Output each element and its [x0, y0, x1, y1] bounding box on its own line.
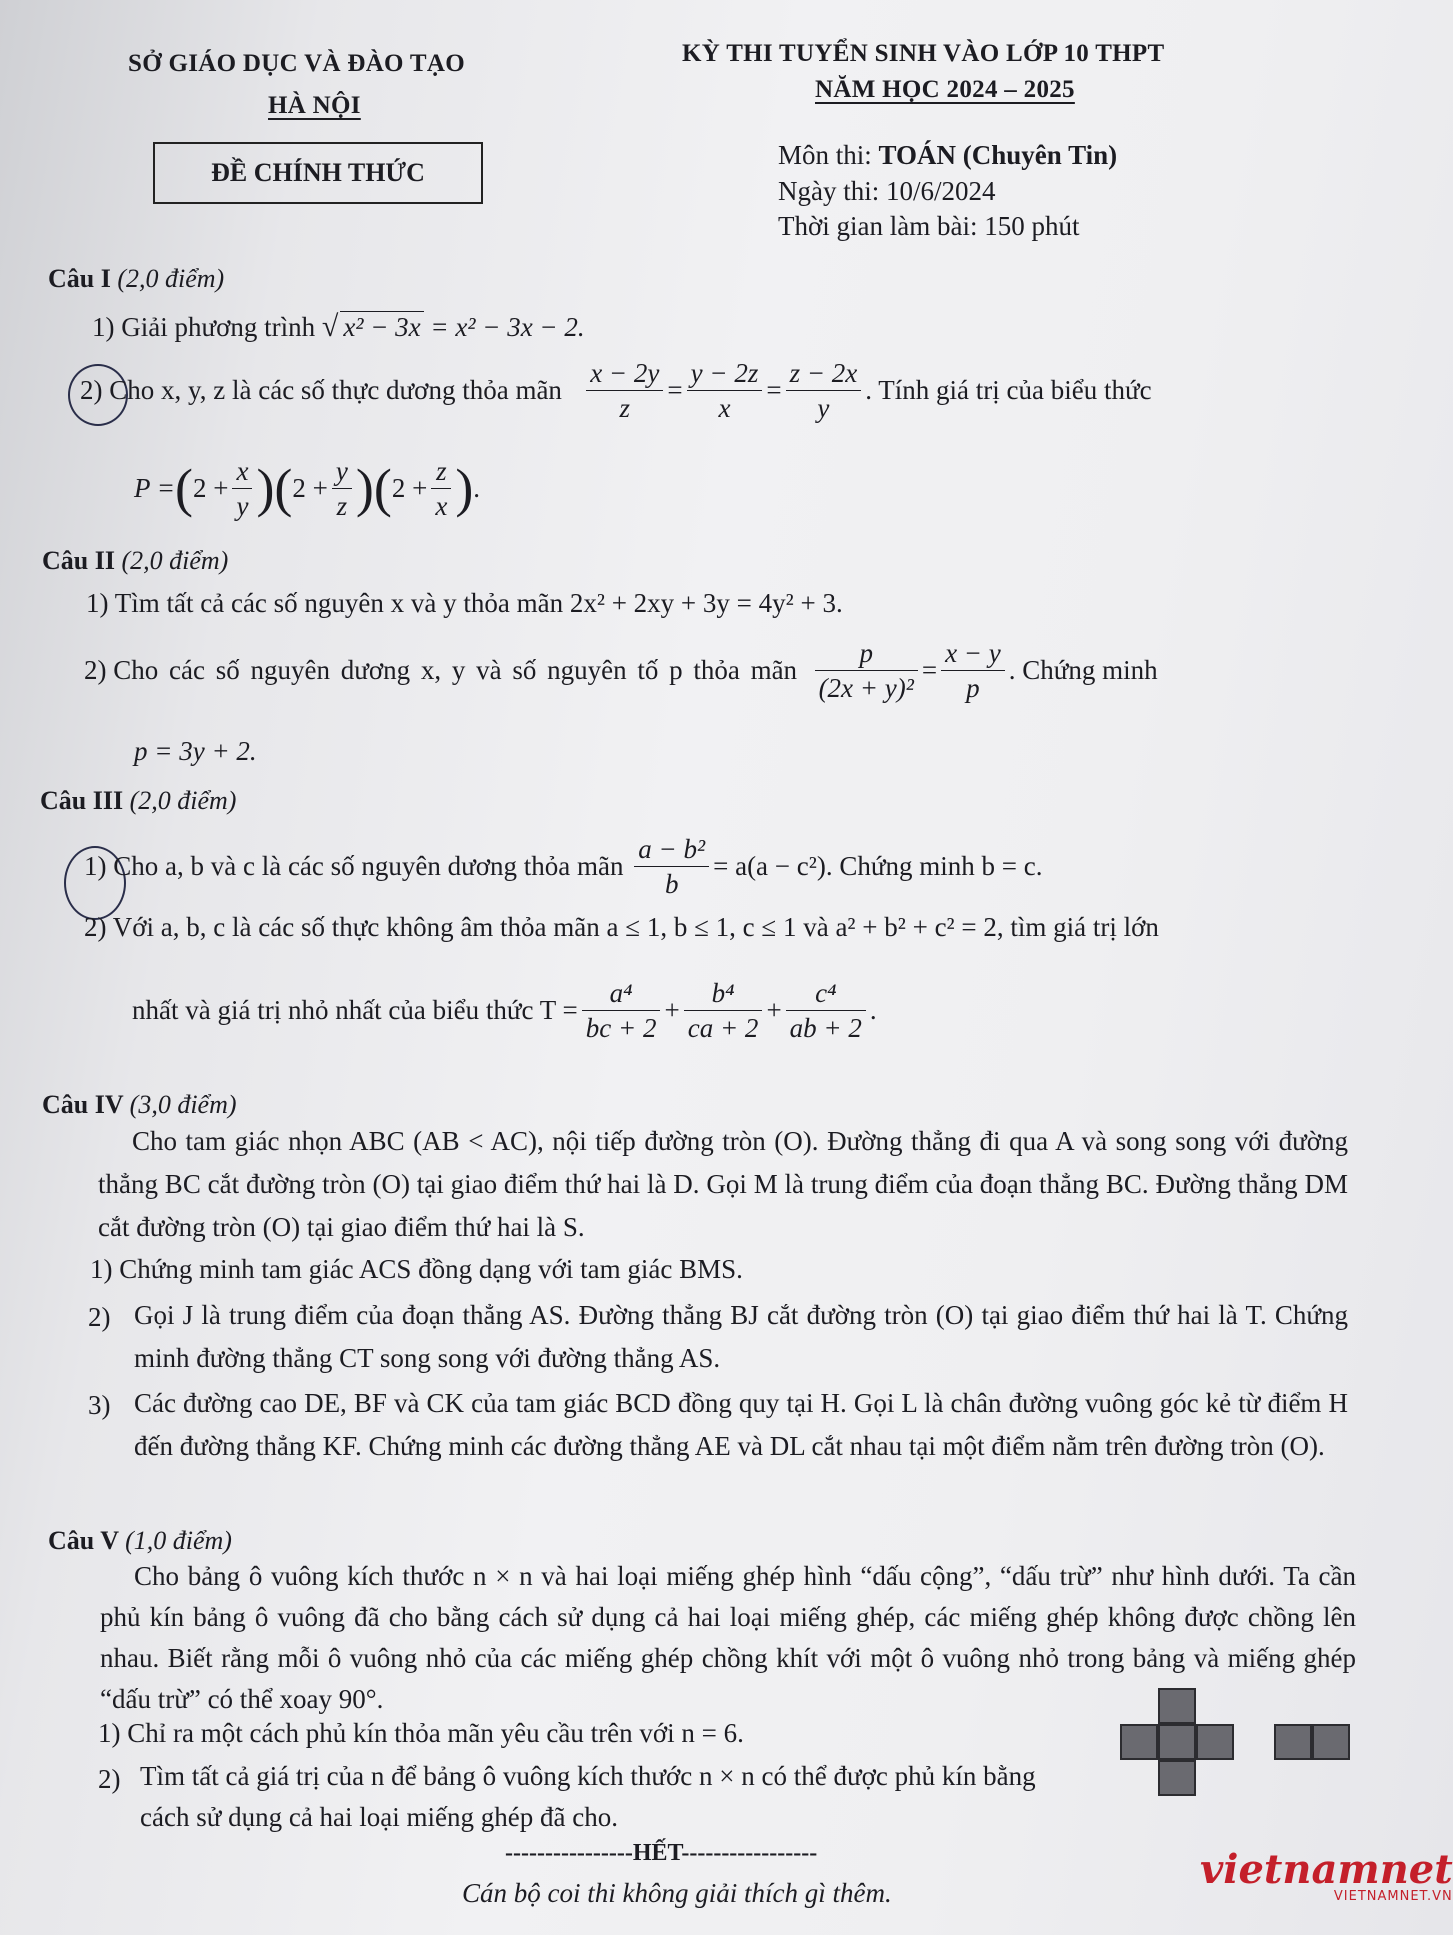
- subject-value: TOÁN (Chuyên Tin): [878, 140, 1118, 170]
- end-line: ----------------HẾT-----------------: [505, 1840, 818, 1866]
- q1-p1-num: 1): [92, 312, 115, 342]
- watermark-logo: [1200, 1846, 1453, 1904]
- q2-points: (2,0 điểm): [121, 546, 229, 575]
- subject-line: [778, 140, 1117, 171]
- q3-points: (2,0 điểm): [129, 786, 237, 815]
- q2-title-text: Câu II: [42, 546, 115, 575]
- q2-frac1: $\frac{p}{\text{(2x + y)²}}$: [815, 636, 918, 705]
- q3-frac-b: $\frac{\text{b⁴}}{ca + 2}$: [684, 976, 763, 1045]
- q5-title: [48, 1526, 232, 1556]
- q3-p1-num: 1): [84, 850, 107, 881]
- q5-part1: [98, 1718, 744, 1749]
- q1-title: [48, 264, 224, 294]
- q1-p2-text: Cho x, y, z là các số thực dương thỏa mãn: [109, 374, 562, 405]
- q2-p1-text: Tìm tất cả các số nguyên x và y thỏa mãn 2x² + 2xy + 3y = 4y² + 3.: [114, 588, 843, 618]
- footer-note: Cán bộ coi thi không giải thích gì thêm.: [462, 1878, 892, 1908]
- q1-title-text: Câu I: [48, 264, 111, 293]
- q1-p1-sqrt: x² − 3x: [340, 311, 423, 343]
- q2-part2: 2) Cho các số nguyên dương x, y và số nguyên tố p thỏa mãn $\frac{p}{\text{(2x + y)²}}$ = $\frac{x - y}{p}$ . Chứng minh: [84, 637, 1158, 703]
- q3-part2: [84, 912, 1159, 943]
- q5-p1-num: 1): [98, 1718, 121, 1748]
- exam-line1: KỲ THI TUYỂN SINH VÀO LỚP 10 THPT: [682, 40, 1165, 67]
- official-box: ĐỀ CHÍNH THỨC: [153, 142, 483, 204]
- q3-p1-text: Cho a, b và c là các số nguyên dương thỏa mãn: [113, 850, 624, 881]
- q4-p1-text: Chứng minh tam giác ACS đồng dạng với tam giác BMS.: [119, 1254, 743, 1284]
- watermark-sub: VIETNAMNET.VN: [1333, 1889, 1453, 1904]
- q5-p2-num: 2): [98, 1764, 121, 1794]
- q3-title-text: Câu III: [40, 786, 124, 815]
- q3-p2-text: Với a, b, c là các số thực không âm thỏa mãn a ≤ 1, b ≤ 1, c ≤ 1 và a² + b² + c² = 2, tìm giá trị lớn: [112, 912, 1159, 942]
- q4-p1-num: 1): [90, 1254, 113, 1284]
- q3-frac-a: $\frac{\text{a⁴}}{bc + 2}$: [582, 976, 661, 1045]
- exam-line2: NĂM HỌC 2024 – 2025: [815, 76, 1075, 103]
- q2-frac2: $\frac{x - y}{p}$: [941, 636, 1005, 705]
- q2-p2-num: 2): [84, 654, 107, 685]
- q1-p2-num: 2): [80, 374, 103, 405]
- q5-title-text: Câu V: [48, 1526, 119, 1555]
- q1-expression-P: P = ( 2 + $\frac{x}{y}$ ) ( 2 + $\frac{y}{z}$ ) ( 2 + $\frac{z}{x}$ ) .: [134, 455, 481, 521]
- q4-intro: Cho tam giác nhọn ABC (AB < AC), nội tiếp đường tròn (O). Đường thẳng đi qua A và song song với đường thẳng BC cắt đường tròn (O) tại giao điểm thứ hai là D. Gọi M là trung điểm của đoạn thẳng BC. Đường thẳng DM cắt đường tròn (O) tại giao điểm thứ hai là S.: [98, 1126, 1348, 1242]
- q4-p2-text: Gọi J là trung điểm của đoạn thẳng AS. Đường thẳng BJ cắt đường tròn (O) tại giao điểm thứ hai là T. Chứng minh đường thẳng CT song song với đường thẳng AS.: [134, 1300, 1348, 1373]
- q2-part1: [86, 588, 843, 619]
- q1-frac2: $\frac{y - 2z}{x}$: [687, 356, 763, 425]
- q5-p1-text: Chỉ ra một cách phủ kín thỏa mãn yêu cầu trên với n = 6.: [127, 1718, 744, 1748]
- q4-title-text: Câu IV: [42, 1090, 124, 1119]
- q1-p1-text: Giải phương trình: [121, 312, 316, 342]
- q2-p2-text: Cho các số nguyên dương x, y và số nguyên tố p thỏa mãn: [113, 654, 798, 685]
- q1-frac1: $\frac{x - 2y}{z}$: [586, 356, 663, 425]
- q4-points: (3,0 điểm): [129, 1090, 237, 1119]
- q4-p2-num: 2): [88, 1302, 111, 1332]
- dept-line1: SỞ GIÁO DỤC VÀ ĐÀO TẠO: [128, 50, 465, 77]
- q5-points: (1,0 điểm): [125, 1526, 232, 1555]
- q2-p2-after: . Chứng minh: [1008, 654, 1158, 685]
- q2-title: [42, 546, 228, 576]
- q5-intro: Cho bảng ô vuông kích thước n × n và hai loại miếng ghép hình “dấu cộng”, “dấu trừ” như hình dưới. Ta cần phủ kín bảng ô vuông đã cho bằng cách sử dụng cả hai loại miếng ghép, các miếng ghép không được chồng lên nhau. Biết rằng mỗi ô vuông nhỏ của các miếng ghép chồng khít với một ô vuông nhỏ trong bảng và miếng ghép “dấu trừ” có thể xoay 90°.: [100, 1561, 1356, 1714]
- watermark-brand: vietnamnet: [1200, 1846, 1453, 1893]
- q1-part1: 1) Giải phương trình √ x² − 3x = x² − 3x − 2.: [92, 310, 585, 343]
- q3-frac: $\frac{\text{a − b²}}{b}$: [634, 832, 709, 901]
- plus-tile-figure: [1120, 1688, 1234, 1798]
- dept-line2: HÀ NỘI: [268, 92, 361, 119]
- q1-frac3: $\frac{z - 2x}{y}$: [786, 356, 862, 425]
- subject-label: Môn thi:: [778, 140, 879, 170]
- q1-points: (2,0 điểm): [117, 264, 225, 293]
- q4-title: [42, 1090, 237, 1120]
- q3-p2-line2: nhất và giá trị nhỏ nhất của biểu thức T = $\frac{\text{a⁴}}{bc + 2}$ + $\frac{\text{b⁴}}{ca + 2}$ + $\frac{\text{c⁴}}{ab + 2}$ .: [132, 977, 877, 1043]
- q3-part1: [84, 826, 1042, 906]
- q3-title: [40, 786, 236, 816]
- date-line: Ngày thi: 10/6/2024: [778, 176, 996, 206]
- q3-frac-c: $\frac{\text{c⁴}}{ab + 2}$: [786, 976, 866, 1045]
- q3-p2-num: 2): [84, 912, 107, 942]
- q1-p1-math: = x² − 3x − 2.: [430, 312, 585, 342]
- P-label: P =: [134, 472, 175, 503]
- q4-p3-num: 3): [88, 1390, 111, 1420]
- q2-p2-line2: p = 3y + 2.: [134, 736, 257, 766]
- minus-tile-figure: [1274, 1724, 1350, 1760]
- q4-part1: [90, 1254, 743, 1285]
- q3-p2-line2-text: nhất và giá trị nhỏ nhất của biểu thức T =: [132, 994, 578, 1025]
- time-line: Thời gian làm bài: 150 phút: [778, 211, 1080, 241]
- q1-p2-after: . Tính giá trị của biểu thức: [865, 374, 1152, 405]
- q1-part2: 2) Cho x, y, z là các số thực dương thỏa mãn $\frac{x - 2y}{z}$ = $\frac{y - 2z}{x}$ = $\frac{z - 2x}{y}$ . Tính giá trị của biểu thức: [80, 357, 1152, 423]
- q4-p3-text: Các đường cao DE, BF và CK của tam giác BCD đồng quy tại H. Gọi L là chân đường vuông góc kẻ từ điểm H đến đường thẳng KF. Chứng minh các đường thẳng AE và DL cắt nhau tại một điểm nằm trên đường tròn (O).: [134, 1388, 1348, 1461]
- q2-p1-num: 1): [86, 588, 109, 618]
- q3-p1-after: = a(a − c²). Chứng minh b = c.: [713, 850, 1043, 881]
- q5-p2-text: Tìm tất cả giá trị của n để bảng ô vuông kích thước n × n có thể được phủ kín bằng cách sử dụng cả hai loại miếng ghép đã cho.: [140, 1761, 1036, 1832]
